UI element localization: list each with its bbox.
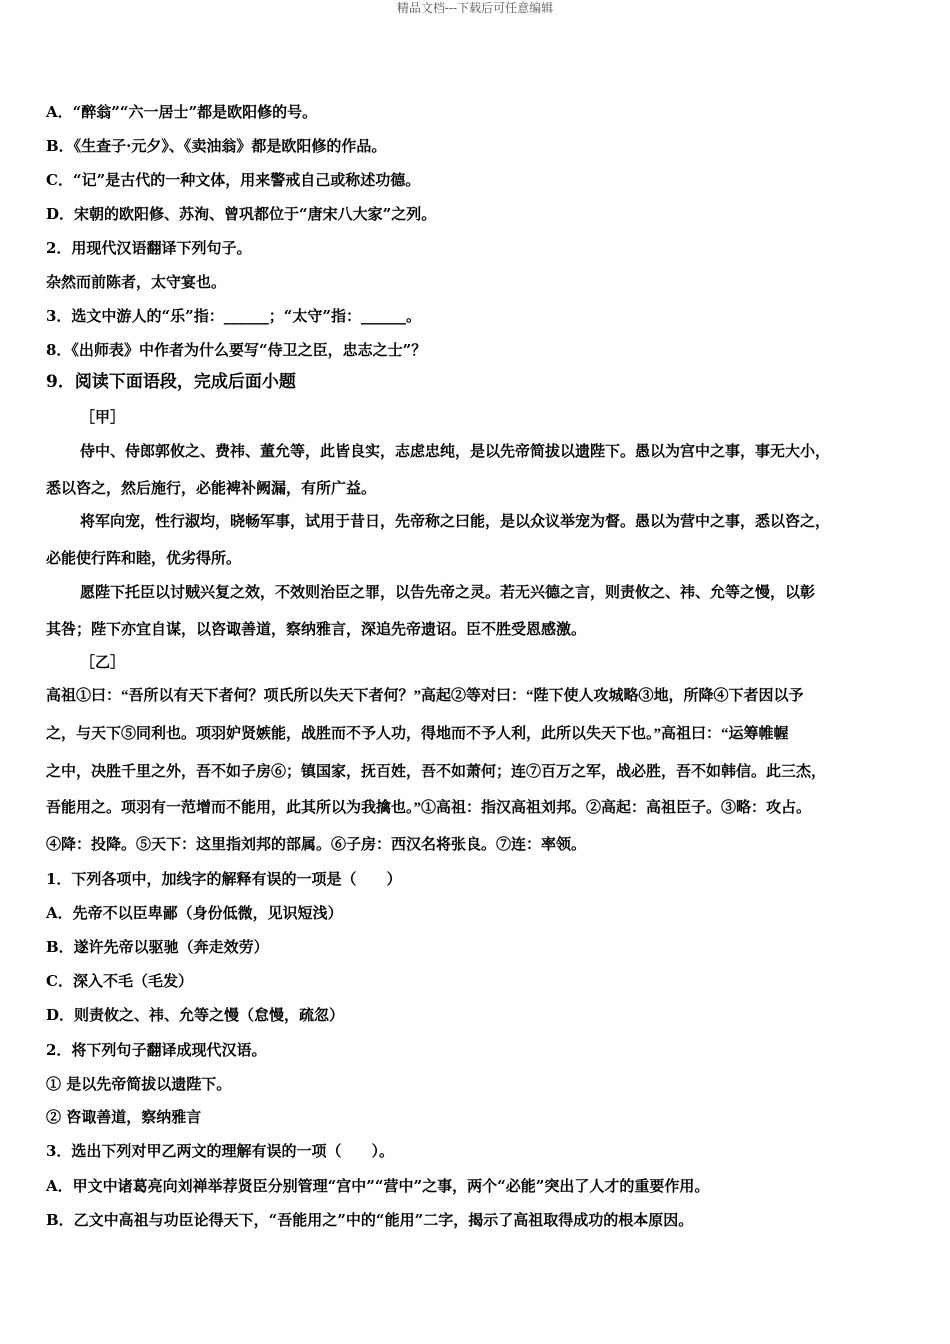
passage-jia-line: 悉以咨之，然后施行，必能裨补阙漏，有所广益。: [46, 481, 377, 497]
sub-option-c: C．深入不毛（毛发）: [46, 972, 193, 990]
passage-yi-line: 高祖①曰：“吾所以有天下者何？项氏所以失天下者何？”高起②等对曰：“陛下使人攻城略③地，所降④下者因以予: [46, 688, 804, 704]
question-2: 2．用现代汉语翻译下列句子。: [46, 239, 252, 257]
sub-question-2: 2．将下列句子翻译成现代汉语。: [46, 1041, 267, 1059]
section-yi-label: ［乙］: [80, 655, 126, 671]
passage-jia-line: 必能使行阵和睦，优劣得所。: [46, 551, 242, 567]
page-header: 精品文档---下载后可任意编辑: [396, 1, 554, 15]
sub-option-b: B．遂许先帝以驱驰（奔走效劳）: [46, 938, 269, 956]
sub-q3-option-b: B．乙文中高祖与功臣论得天下，“吾能用之”中的“能用”二字，揭示了高祖取得成功的根本原因。: [46, 1211, 694, 1229]
question-9-heading: 9．阅读下面语段，完成后面小题: [46, 372, 296, 392]
translate-sentence-2: ② 咨诹善道，察纳雅言: [46, 1108, 202, 1126]
section-jia-label: ［甲］: [80, 410, 126, 426]
passage-yi-notes: ④降：投降。⑤天下：这里指刘邦的部属。⑥子房：西汉名将张良。⑦连：率领。: [46, 837, 587, 853]
passage-yi-line: 吾能用之。项羽有一范增而不能用，此其所以为我擒也。”①高祖：指汉高祖刘邦。②高起：高祖臣子。③略：攻占。: [46, 800, 812, 816]
sub-option-a: A．先帝不以臣卑鄙（身份低微，见识短浅）: [46, 904, 343, 922]
sub-question-1: 1．下列各项中，加线字的解释有误的一项是（ ）: [46, 870, 402, 888]
sentence-to-translate: 杂然而前陈者，太守宴也。: [46, 273, 227, 291]
passage-jia-line: 将军向宠，性行淑均，晓畅军事，试用于昔日，先帝称之曰能，是以众议举宠为督。愚以为营中之事，悉以咨之，: [80, 514, 831, 530]
passage-yi-line: 之中，决胜千里之外，吾不如子房⑥；镇国家，抚百姓，吾不如萧何；连⑦百万之军，战必胜，吾不如韩信。此三杰，: [46, 764, 827, 780]
option-b: B．《生查子·元夕》、《卖油翁》都是欧阳修的作品。: [46, 137, 387, 155]
option-a: A．“醉翁”“六一居士”都是欧阳修的号。: [46, 103, 318, 121]
passage-yi-line: 之，与天下⑤同利也。项羽妒贤嫉能，战胜而不予人功，得地而不予人利，此所以失天下也。”高祖曰：“运筹帷幄: [46, 726, 789, 742]
sub-q3-option-a: A．甲文中诸葛亮向刘禅举荐贤臣分别管理“宫中”“营中”之事，两个“必能”突出了人才的重要作用。: [46, 1177, 710, 1195]
option-c: C．“记”是古代的一种文体，用来警戒自己或称述功德。: [46, 171, 421, 189]
question-3: 3．选文中游人的“乐”指：______；“太守”指：______。: [46, 307, 421, 325]
passage-jia-line: 侍中、侍郎郭攸之、费祎、董允等，此皆良实，志虑忠纯，是以先帝简拔以遗陛下。愚以为宫中之事，事无大小，: [80, 444, 831, 460]
passage-jia-line: 其咎；陛下亦宜自谋，以咨诹善道，察纳雅言，深追先帝遗诏。臣不胜受恩感激。: [46, 622, 587, 638]
sub-option-d: D．则责攸之、祎、允等之慢（怠慢，疏忽）: [46, 1006, 345, 1024]
question-8: 8．《出师表》中作者为什么要写“侍卫之臣，忠志之士”？: [46, 341, 427, 359]
passage-jia-line: 愿陛下托臣以讨贼兴复之效，不效则治臣之罪，以告先帝之灵。若无兴德之言，则责攸之、祎、允等之慢，以彰: [80, 585, 816, 601]
option-d: D．宋朝的欧阳修、苏洵、曾巩都位于“唐宋八大家”之列。: [46, 205, 437, 223]
sub-question-3: 3．选出下列对甲乙两文的理解有误的一项（ ）。: [46, 1142, 394, 1160]
translate-sentence-1: ① 是以先帝简拔以遗陛下。: [46, 1075, 232, 1093]
